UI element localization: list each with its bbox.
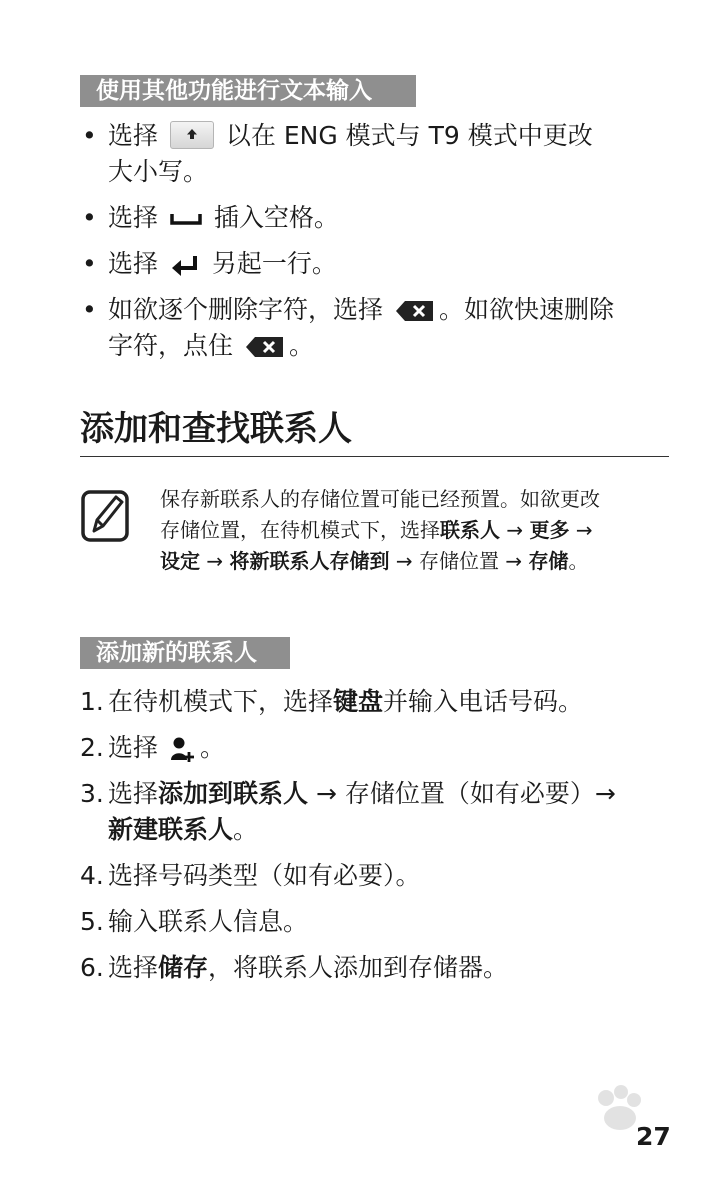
shift-arrow-icon — [170, 121, 214, 149]
enter-return-icon — [170, 254, 200, 276]
step-item: 6. 选择储存，将联系人添加到存储器。 — [80, 953, 509, 982]
page-number: 27 — [636, 1122, 671, 1151]
bullet-dot: • — [82, 203, 97, 232]
list-item: • 选择 插入空格。 — [80, 200, 680, 236]
list-item: • 选择 另起一行。 — [80, 246, 680, 282]
add-contact-icon — [170, 736, 196, 762]
list-item: • 选择 以在 ENG 模式与 T9 模式中更改 大小写。 — [80, 118, 680, 190]
note-pencil-icon — [80, 487, 132, 547]
backspace-delete-icon — [245, 336, 285, 358]
list-item: • 如欲逐个删除字符，选择 。如欲快速删除 字符，点住 。 — [80, 292, 680, 364]
step-item: 2. 选择 。 — [80, 733, 225, 762]
bullet-dot: • — [82, 249, 97, 278]
note-text: 保存新联系人的存储位置可能已经预置。如欲更改 存储位置，在待机模式下，选择联系人 → 更多 → 设定 → 将新联系人存储到 → 存储位置 → 存储。 — [160, 487, 600, 573]
bullet-dot: • — [82, 121, 97, 150]
add-contact-steps — [80, 684, 680, 996]
bullet-dot: • — [82, 295, 97, 324]
section-header-add-contact: 添加新的联系人 — [80, 637, 290, 669]
text-input-tips-list — [80, 118, 680, 374]
step-item: 1. 在待机模式下，选择键盘并输入电话号码。 — [80, 687, 584, 716]
space-bar-icon — [170, 212, 202, 226]
step-item: 5. 输入联系人信息。 — [80, 907, 309, 936]
backspace-delete-icon — [395, 300, 435, 322]
step-item: 3. 选择添加到联系人 → 存储位置（如有必要）→ 新建联系人。 — [80, 779, 616, 844]
section-header-text-input: 使用其他功能进行文本输入 — [80, 75, 416, 107]
step-item: 4. 选择号码类型（如有必要）。 — [80, 861, 421, 890]
page-heading: 添加和查找联系人 — [80, 404, 669, 457]
